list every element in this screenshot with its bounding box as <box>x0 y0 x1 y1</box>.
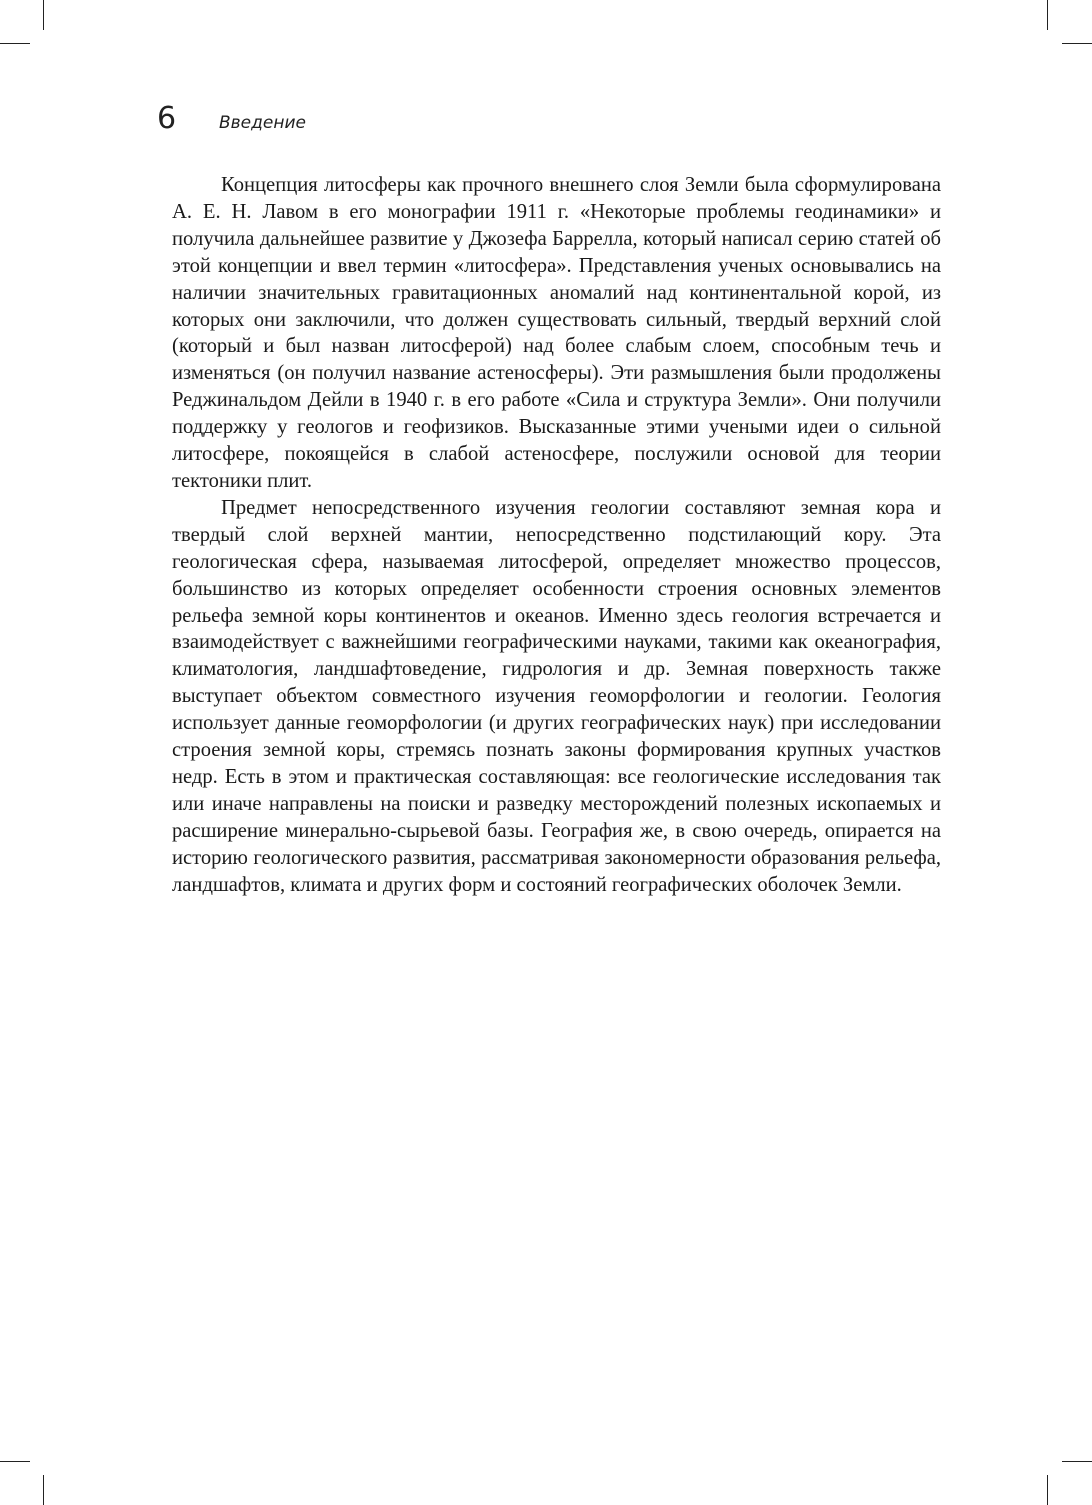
body-text <box>172 172 941 898</box>
crop-mark-top-right-vertical <box>1047 0 1048 30</box>
crop-mark-bottom-right-vertical <box>1047 1475 1048 1505</box>
paragraph: Предмет непосредственного изучения геологии составляют земная кора и твердый слой верхней мантии, непосредственно подстилающий кору. Эта геологическая сфера, называемая литосферой, определяет множество процессов, большинство из которых определяет особенности строения основных элементов рельефа земной коры континентов и океанов. Именно здесь геология встречается и взаимодействует с важнейшими географическими науками, такими как океанография, климатология, ландшафтоведение, гидрология и др. Земная поверхность также выступает объектом совместного изучения геоморфологии и геологии. Геология использует данные геоморфологии (и других географических наук) при исследовании строения земной коры, стремясь познать законы формирования крупных участков недр. Есть в этом и практическая составляющая: все геологические исследования так или иначе направлены на поиски и разведку месторождений полезных ископаемых и расширение минерально-сырьевой базы. География же, в свою очередь, опирается на историю геологического развития, рассматривая закономерности образования рельефа, ландшафтов, климата и других форм и состояний географических оболочек Земли. <box>172 496 941 896</box>
crop-mark-top-left-horizontal <box>0 43 30 44</box>
section-title: Введение <box>219 113 306 133</box>
page-number: 6 <box>157 101 177 136</box>
crop-mark-top-left-vertical <box>43 0 44 30</box>
crop-mark-bottom-right-horizontal <box>1062 1461 1092 1462</box>
crop-mark-top-right-horizontal <box>1062 43 1092 44</box>
crop-mark-bottom-left-horizontal <box>0 1461 30 1462</box>
running-head <box>157 101 306 141</box>
paragraph: Концепция литосферы как прочного внешнего слоя Земли была сформулирована А. Е. Н. Лавом в его монографии 1911 г. «Некоторые проблемы геодинамики» и получила дальнейшее развитие у Джозефа Баррелла, который написал серию статей об этой концепции и ввел термин «литосфера». Представления ученых основывались на наличии значительных гравитационных аномалий над континентальной корой, из которых они заключили, что должен существовать сильный, твердый верхний слой (который и был назван литосферой) над более слабым слоем, способным течь и изменяться (он получил название астеносферы). Эти размышления были продолжены Реджинальдом Дейли в 1940 г. в его работе «Сила и структура Земли». Они получили поддержку у геологов и геофизиков. Высказанные этими учеными идеи о сильной литосфере, покоящейся в слабой астеносфере, послужили основой для теории тектоники плит. <box>172 174 941 492</box>
crop-mark-bottom-left-vertical <box>43 1475 44 1505</box>
